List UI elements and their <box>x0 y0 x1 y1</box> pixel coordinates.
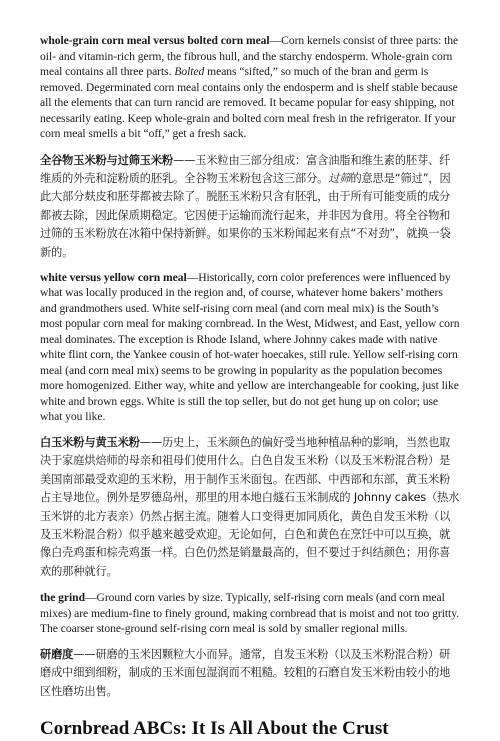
paragraph-text-continued: 的意思是“筛过”，因此大部分麸皮和胚芽都被去除了。脱胚玉米粉只含有胚乳，由于所有可能变质的成分都被去除，因此保质期稳定。它因便于运输而流行起来，并非因为食用。将全谷物和过筛的玉米粉放在冰箱中保持新鲜。如果你的玉米粉闻起来有点“不对劲”，就换一袋新的。 <box>40 171 451 259</box>
paragraph-the-grind-zh <box>40 646 460 701</box>
paragraph-term: 研磨度 <box>40 647 74 661</box>
section-heading: Cornbread ABCs: It Is All About the Crust <box>40 717 389 739</box>
paragraph-the-grind-en <box>40 590 460 637</box>
paragraph-term: 白玉米粉与黄玉米粉 <box>40 435 140 449</box>
paragraph-text: ——历史上，玉米颜色的偏好受当地种植品种的影响，当然也取决于家庭烘焙师的母亲和祖母们使用什么。白色自发玉米粉（以及玉米粉混合粉）是美国南部最受欢迎的玉米粉，用于制作玉米面包。在西部、中西部和东部，黄玉米粉占主导地位。例外是罗德岛州，那里的用本地白燧石玉米制成的 Johnny cakes（热水玉米饼的北方表亲）仍然占据主流。随着人口变得更加同质化，黄色自发玉米粉（以及玉米粉混合粉）似乎越来越受欢迎。无论如何，白色和黄色在烹饪中可以互换，就像白壳鸡蛋和棕壳鸡蛋一样。白色仍然是销量最高的，但不要过于纠结颜色；用你喜欢的那种就行。 <box>40 435 460 578</box>
paragraph-term: white versus yellow corn meal <box>40 270 187 284</box>
paragraph-text: —Historically, corn color preferences were influenced by what was locally produced in the region and, of course, whatever home bakers’ mothers and grandmothers used. White self-rising corn meal (and corn meal mix) is the South’s most popular corn meal for making cornbread. In the West, Midwest, and East, yellow corn meal dominates. The exception is Rhode Island, where Johnny cakes made with native white flint corn, the Yankee cousin of hot-water hoecakes, still rule. Yellow self-rising corn meal (and corn meal mix) seems to be growing in popularity as the population becomes more homogenized. Either way, white and yellow are interchangeable for cooking, just like white and brown eggs. White is still the top seller, but do not get hung up on color; use what you like. <box>40 270 460 424</box>
paragraph-text: —Ground corn varies by size. Typically, self-rising corn meals (and corn meal mixes) are medium-fine to finely ground, making cornbread that is moist and not too gritty. The coarser stone-ground self-rising corn meal is sold by smaller regional mills. <box>40 591 460 636</box>
paragraph-whole-grain-vs-bolted-zh <box>40 152 460 262</box>
paragraph-text: ——研磨的玉米因颗粒大小而异。通常，自发玉米粉（以及玉米粉混合粉）研磨成中细到细粉，制成的玉米面包湿润而不粗糙。较粗的石磨自发玉米粉由较小的地区性磨坊出售。 <box>40 647 451 698</box>
paragraph-white-vs-yellow-zh <box>40 434 460 581</box>
paragraph-white-vs-yellow-en <box>40 270 460 425</box>
paragraph-text: —Corn kernels consist of three parts: the oil- and vitamin-rich germ, the fibrous hull, and the starchy endosperm. Whole-grain corn meal contains all three parts. <box>40 34 459 78</box>
paragraph-text-continued: means “sifted,” so much of the bran and germ is removed. Degerminated corn meal contains only the endosperm and is shelf stable because all the elements that can turn rancid are removed. It became popular for easy shipping, not necessarily eating. Keep whole-grain and bolted corn meal fresh in the refrigerator. If your corn meal smells a bit “off,” get a fresh sack. <box>40 65 458 140</box>
paragraph-term: the grind <box>40 591 85 605</box>
paragraph-term: 全谷物玉米粉与过筛玉米粉 <box>40 153 174 167</box>
paragraph-whole-grain-vs-bolted-en <box>40 33 460 142</box>
paragraph-text: ——玉米粒由三部分组成：富含油脂和维生素的胚芽、纤维质的外壳和淀粉质的胚乳。全谷物玉米粉包含这三部分。 <box>40 153 451 185</box>
paragraph-term: whole-grain corn meal versus bolted corn meal <box>40 34 270 47</box>
paragraph-italic-term: Bolted <box>174 65 205 78</box>
paragraph-italic-term: 过筛 <box>328 171 351 185</box>
